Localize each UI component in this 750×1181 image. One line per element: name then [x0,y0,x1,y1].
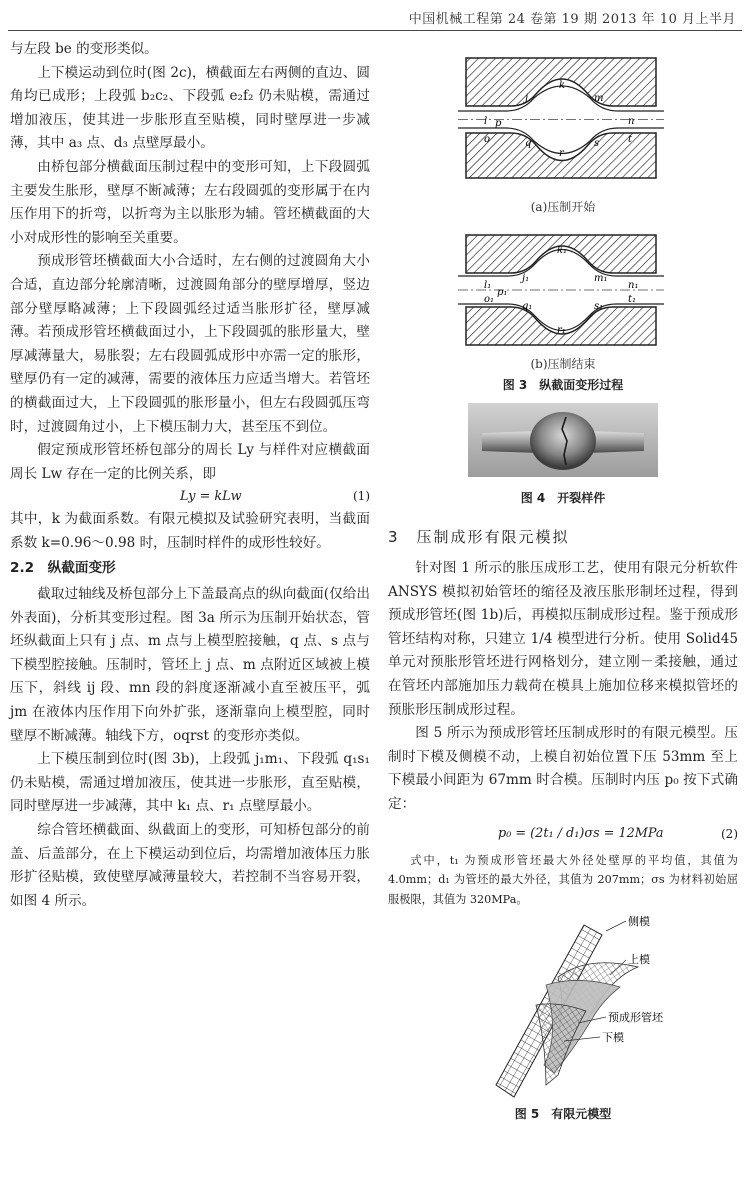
point-label: n [628,116,635,127]
paragraph: 截取过轴线及桥包部分上下盖最高点的纵向截面(仅给出外表面)，分析其变形过程。图 3a 所示为压制开始状态，管坯纵截面上只有 j 点、m 点与上模型腔接触，q 点、s 点与下模型腔接触。压制时，管坯上 j 点、m 点附近区域被上模压下，斜线 ij 段、mn 段的斜度逐渐减小直至被压平，弧 jm 在液体内压作用下向外扩张，逐渐靠向上模型腔，同时壁厚不断减薄。轴线下方，oqrst 的变形亦类似。 [10,586,370,744]
paragraph: 预成形管坯横截面大小合适时，左右侧的过渡圆角大小合适，直边部分轮廓清晰，过渡圆角部分的壁厚增厚，竖边部分壁厚略减薄；上下段圆弧经过适当胀形扩径，壁厚减薄。若预成形管坯横截面过小，上下段圆弧的胀形量大，壁厚减薄量大，易胀裂；左右段圆弧成形中亦需一定的胀形，壁厚仍有一定的减薄，需要的液体压力应适当增大。若管坯的横截面过大，上下段圆弧的胀形量小，但左右段圆弧压弯时，过渡圆角过小，上下模压制力大，甚至压不到位。 [10,253,370,435]
paragraph: 假定预成形管坯桥包部分的周长 Ly 与样件对应横截面周长 Lw 存在一定的比例关系，即 [10,442,370,482]
point-label: j₁ [522,273,530,284]
point-label: l₁ [484,280,492,291]
equation-1-number: (1) [353,489,370,504]
running-header: 中国机械工程第 24 卷第 19 期 2013 年 10 月上半月 [408,12,736,27]
point-label: k [559,80,566,91]
figure-3b-caption: (b)压制结束 [530,357,596,371]
figure-3a-caption: (a)压制开始 [530,200,596,214]
figure-4-photo [388,403,738,477]
point-label: q₁ [522,301,533,312]
point-label: p [495,118,502,129]
figure-3b [388,231,738,349]
equation-2-body: p₀ = (2t₁ / d₁)σs = 12MPa [498,826,664,842]
section-heading: 2.2 纵截面变形 [10,560,116,577]
point-label: t [628,134,633,145]
point-label: m [594,93,604,104]
equation-2-number: (2) [721,826,738,841]
paragraph: 综合管坯横截面、纵截面上的变形，可知桥包部分的前盖、后盖部分，在上下模运动到位后，均需增加液体压力胀形扩径贴模，致使壁厚减薄量较大，若控制不当容易开裂，如图 4 所示。 [10,822,370,909]
point-label: l [484,116,488,127]
point-label: q [525,138,532,149]
paragraph: 上下模运动到位时(图 2c)，横截面左右两侧的直边、圆角均已成形；上段弧 b₂c₂、下段弧 e₂f₂ 仍未贴模，需通过增加液压，使其进一步胀形直至贴模，同时壁厚进一步减薄，其中 a₃ 点、d₃ 点壁厚最小。 [10,64,370,152]
right-column [388,38,738,1122]
paragraph: 图 5 所示为预成形管坯压制成形时的有限元模型。压制时下模及侧模不动，上模自初始位置下压 53mm 至上下模最小间距为 67mm 时合模。压制时内压 p₀ 按下式确定： [388,725,738,812]
paragraph: 针对图 1 所示的胀压成形工艺，使用有限元分析软件 ANSYS 模拟初始管坯的缩径及液压胀形制坯过程，得到预成形管坯(图 1b)后，再模拟压制成形过程。鉴于预成形管坯结构对称，只建立 1/4 模型进行分析。使用 Solid45 单元对预胀形管坯进行网格划分，建立刚－柔接触，通过在管坯内部施加压力载荷在模具上施加位移来模拟管坯的预胀形压制成形过程。 [388,560,738,718]
paragraph: 上下模压制到位时(图 3b)，上段弧 j₁m₁、下段弧 q₁s₁ 仍未贴模，需通过增加液压，使其进一步胀形，直至贴模，同时壁厚进一步减薄，其中 k₁ 点、r₁ 点壁厚最小。 [10,751,370,815]
figure-3a [388,38,738,188]
label-preformed-tube: 预成形管坯 [608,1011,663,1025]
paragraph: 其中，k 为截面系数。有限元模拟及试验研究表明，当截面系数 k=0.96～0.98 时，压制时样件的成形性较好。 [10,511,370,551]
paragraph: 与左段 be 的变形类似。 [10,41,158,57]
label-upper-die: 上模 [628,953,650,967]
point-label: s [594,138,600,149]
label-lower-die: 下模 [602,1031,624,1045]
point-label: o₁ [484,294,495,305]
point-label: n₁ [628,280,639,291]
point-label: r [559,148,564,159]
figure-3-title: 图 3 纵截面变形过程 [502,378,624,392]
equation-1 [10,486,370,508]
point-label: p₁ [497,287,508,298]
point-label: k₁ [557,245,568,256]
fe-model-diagram [388,915,738,1103]
point-label: s₁ [594,301,604,312]
figure-5-title: 图 5 有限元模型 [514,1107,612,1122]
figure-4-title: 图 4 开裂样件 [520,491,606,505]
equation-note: 式中，t₁ 为预成形管坯最大外径处壁厚的平均值，其值为 4.0mm；d₁ 为管坯的最大外径，其值为 207mm；σs 为材料初始屈服极限，其值为 320MPa。 [388,853,738,906]
left-column [10,38,370,913]
equation-2 [388,817,738,851]
point-label: t₁ [628,294,637,305]
point-label: r₁ [557,325,566,336]
figure-3a-diagram [388,38,738,188]
figure-5 [388,915,738,1103]
point-label: j [525,93,529,104]
point-label: m₁ [594,273,608,284]
section-heading: 3 压制成形有限元模拟 [388,528,570,546]
equation-1-body: Ly = kLw [180,489,242,505]
header-rule [8,30,742,31]
figure-3b-diagram [388,231,738,349]
paragraph: 由桥包部分横截面压制过程中的变形可知，上下段圆弧主要发生胀形，壁厚不断减薄；左右段圆弧的变形属于在内压作用下的折弯，以折弯为主以胀形为辅。管坯横截面的大小对成形性的影响至关重要。 [10,158,370,246]
point-label: o [484,134,491,145]
cracked-sample-image [388,403,738,477]
label-side-die: 侧模 [628,915,650,929]
